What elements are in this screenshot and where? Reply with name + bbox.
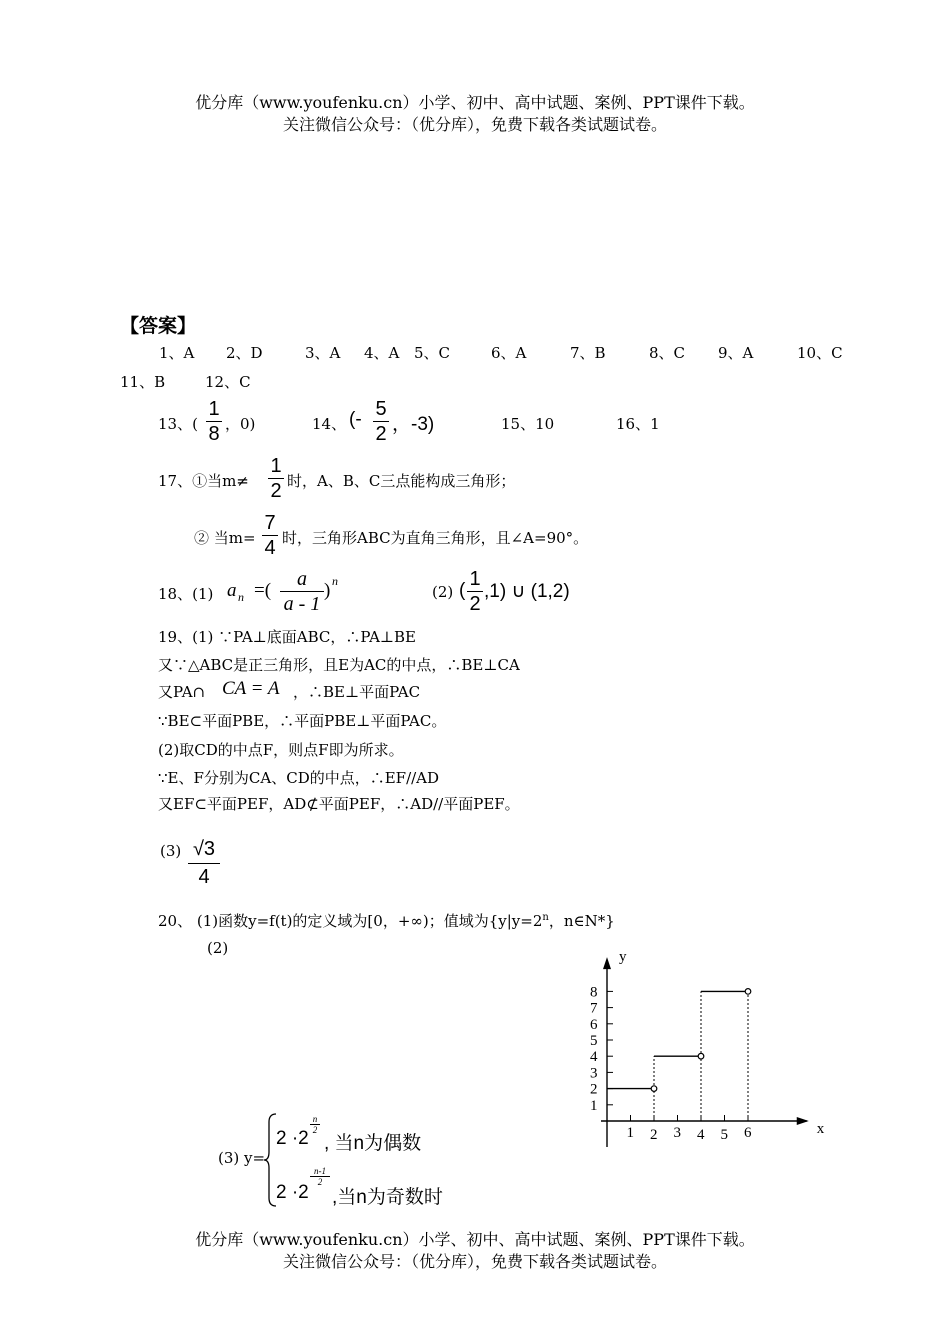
case1-cond: , 当n为偶数 — [324, 1133, 422, 1154]
answer-11: 11、B — [120, 373, 166, 391]
q19-frac-num: √3 — [192, 838, 216, 860]
q13-label: 13、( — [158, 415, 198, 433]
y-tick-label: 6 — [590, 1016, 598, 1033]
x-tick-label: 2 — [650, 1127, 658, 1143]
q19-line3-math: CA = A — [222, 678, 280, 699]
y-tick-label: 8 — [590, 984, 598, 1001]
case1-exp-den: 2 — [310, 1124, 320, 1135]
case2-exp-num: n-1 — [314, 1166, 326, 1176]
answer-6: 6、A — [491, 344, 527, 362]
q14-open: (- — [349, 409, 362, 430]
q18-part2-tail: ,1) ∪ (1,2) — [484, 581, 570, 602]
y-tick-label: 2 — [590, 1081, 598, 1098]
q16: 16、1 — [616, 415, 660, 433]
q19-line8-label: (3) — [160, 842, 182, 860]
open-endpoint — [651, 1086, 657, 1092]
q14-label: 14、 — [312, 415, 347, 433]
q17-line1-pre: 17、①当m≠ — [158, 472, 249, 490]
q18-frac1 — [280, 568, 324, 615]
q17-frac1-num: 1 — [270, 455, 282, 477]
q19-line3-pre: 又PA∩ — [158, 683, 206, 701]
header-line-2: 关注微信公众号：（优分库），免费下载各类试题试卷。 — [282, 115, 667, 134]
q17-frac2-den: 4 — [264, 537, 276, 559]
header-line-1: 优分库（www.youfenku.cn）小学、初中、高中试题、案例、PPT课件下载。 — [195, 93, 755, 112]
q13-den: 8 — [208, 423, 220, 445]
q19-frac — [188, 837, 220, 890]
q17-frac1 — [268, 455, 284, 502]
y-tick-label: 7 — [590, 1000, 598, 1017]
q17-frac2 — [262, 512, 278, 559]
y-tick-label: 5 — [590, 1033, 598, 1049]
q17-line2-pre: ② 当m= — [194, 529, 256, 547]
q13-fraction — [206, 398, 222, 445]
q19-line1: 19、(1) ∵PA⊥底面ABC，∴PA⊥BE — [158, 628, 416, 646]
q19-line6: ∵E、F分别为CA、CD的中点，∴EF//AD — [158, 769, 440, 787]
answer-9: 9、A — [718, 344, 754, 362]
q19-line2: 又∵△ABC是正三角形，且E为AC的中点，∴BE⊥CA — [158, 656, 520, 674]
y-tick-label: 1 — [590, 1097, 598, 1114]
q13-num: 1 — [208, 398, 220, 420]
y-axis-label: y — [619, 949, 627, 966]
q20-line1-pre: 20、 (1)函数y=f(t)的定义域为[0，+∞)；值域为{y|y=2 — [158, 912, 543, 930]
q19-line5: (2)取CD的中点F，则点F即为所求。 — [158, 741, 404, 759]
answer-10: 10、C — [797, 344, 843, 362]
q18-part2-label: (2) — [432, 583, 454, 601]
x-axis-arrow — [797, 1117, 809, 1125]
q20-line1 — [158, 910, 615, 931]
answer-2: 2、D — [226, 344, 263, 362]
case1-base: 2 ·2 — [276, 1128, 309, 1149]
q19-line7: 又EF⊂平面PEF，AD⊄平面PEF，∴AD//平面PEF。 — [158, 795, 520, 813]
answers-title: 【答案】 — [120, 315, 197, 337]
x-axis-label: x — [816, 1121, 825, 1137]
y-tick-label: 4 — [590, 1049, 598, 1066]
footer-line-1: 优分库（www.youfenku.cn）小学、初中、高中试题、案例、PPT课件下载。 — [195, 1230, 755, 1249]
answer-4: 4、A — [364, 344, 400, 362]
q18-lhs-sub: n — [238, 590, 244, 604]
q17-line2-post: 时，三角形ABC为直角三角形，且∠A=90°。 — [282, 529, 589, 547]
q18-sup: n — [332, 574, 338, 588]
q14-tail: ，-3) — [392, 414, 435, 435]
q14-den: 2 — [375, 423, 387, 445]
x-tick-label: 6 — [744, 1125, 752, 1141]
q19-line4: ∵BE⊂平面PBE，∴平面PBE⊥平面PAC。 — [158, 712, 447, 730]
q19-line3-post: ，∴BE⊥平面PAC — [293, 683, 421, 701]
y-tick-label: 3 — [590, 1065, 598, 1082]
q20-line1-post: ，n∈N*} — [548, 912, 615, 930]
y-axis-arrow — [603, 957, 611, 969]
q18-frac1-den: a - 1 — [283, 593, 321, 615]
q14-fraction — [373, 398, 389, 445]
answer-8: 8、C — [649, 344, 686, 362]
q18-frac2-den: 2 — [469, 593, 481, 615]
step-function-chart — [560, 940, 850, 1150]
q19-frac-den: 4 — [198, 866, 210, 888]
answer-1: 1、A — [159, 344, 195, 362]
case1-exp-num: n — [312, 1114, 318, 1124]
q13-tail: ，0) — [225, 415, 256, 433]
q20-line1-sup: n — [542, 912, 549, 923]
q15: 15、10 — [501, 415, 555, 433]
case2-base: 2 ·2 — [276, 1182, 309, 1203]
q20-line2: (2) — [207, 939, 229, 957]
q18-part1-label: 18、(1) — [158, 585, 214, 603]
q18-frac2-num: 1 — [469, 568, 481, 590]
answer-3: 3、A — [305, 344, 341, 362]
case2-exp-den: 2 — [310, 1176, 330, 1187]
x-tick-label: 5 — [720, 1127, 728, 1143]
q17-frac2-num: 7 — [264, 512, 276, 534]
answer-12: 12、C — [205, 373, 251, 391]
open-endpoint — [698, 1053, 704, 1059]
x-tick-label: 3 — [673, 1125, 681, 1141]
x-tick-label: 4 — [697, 1127, 705, 1143]
case1-exponent — [310, 1114, 320, 1135]
q18-eq: =( — [254, 580, 272, 601]
case2-exponent — [310, 1166, 330, 1187]
q14-num: 5 — [375, 398, 387, 420]
x-tick-label: 1 — [626, 1125, 634, 1141]
q17-frac1-den: 2 — [270, 480, 282, 502]
footer-line-2: 关注微信公众号：（优分库），免费下载各类试题试卷。 — [282, 1252, 667, 1271]
q18-lhs: a — [227, 580, 237, 601]
q18-frac2 — [467, 568, 483, 615]
answer-5: 5、C — [414, 344, 451, 362]
q18-part2-open: ( — [459, 580, 466, 601]
q20-part3-label: (3) y= — [218, 1149, 266, 1167]
answer-7: 7、B — [570, 344, 606, 362]
q18-frac1-num: a — [297, 568, 307, 590]
q17-line1-post: 时，A、B、C三点能构成三角形； — [287, 472, 516, 490]
q18-close: ) — [324, 580, 331, 601]
case2-cond: ,当n为奇数时 — [332, 1187, 443, 1208]
open-endpoint — [745, 989, 751, 995]
